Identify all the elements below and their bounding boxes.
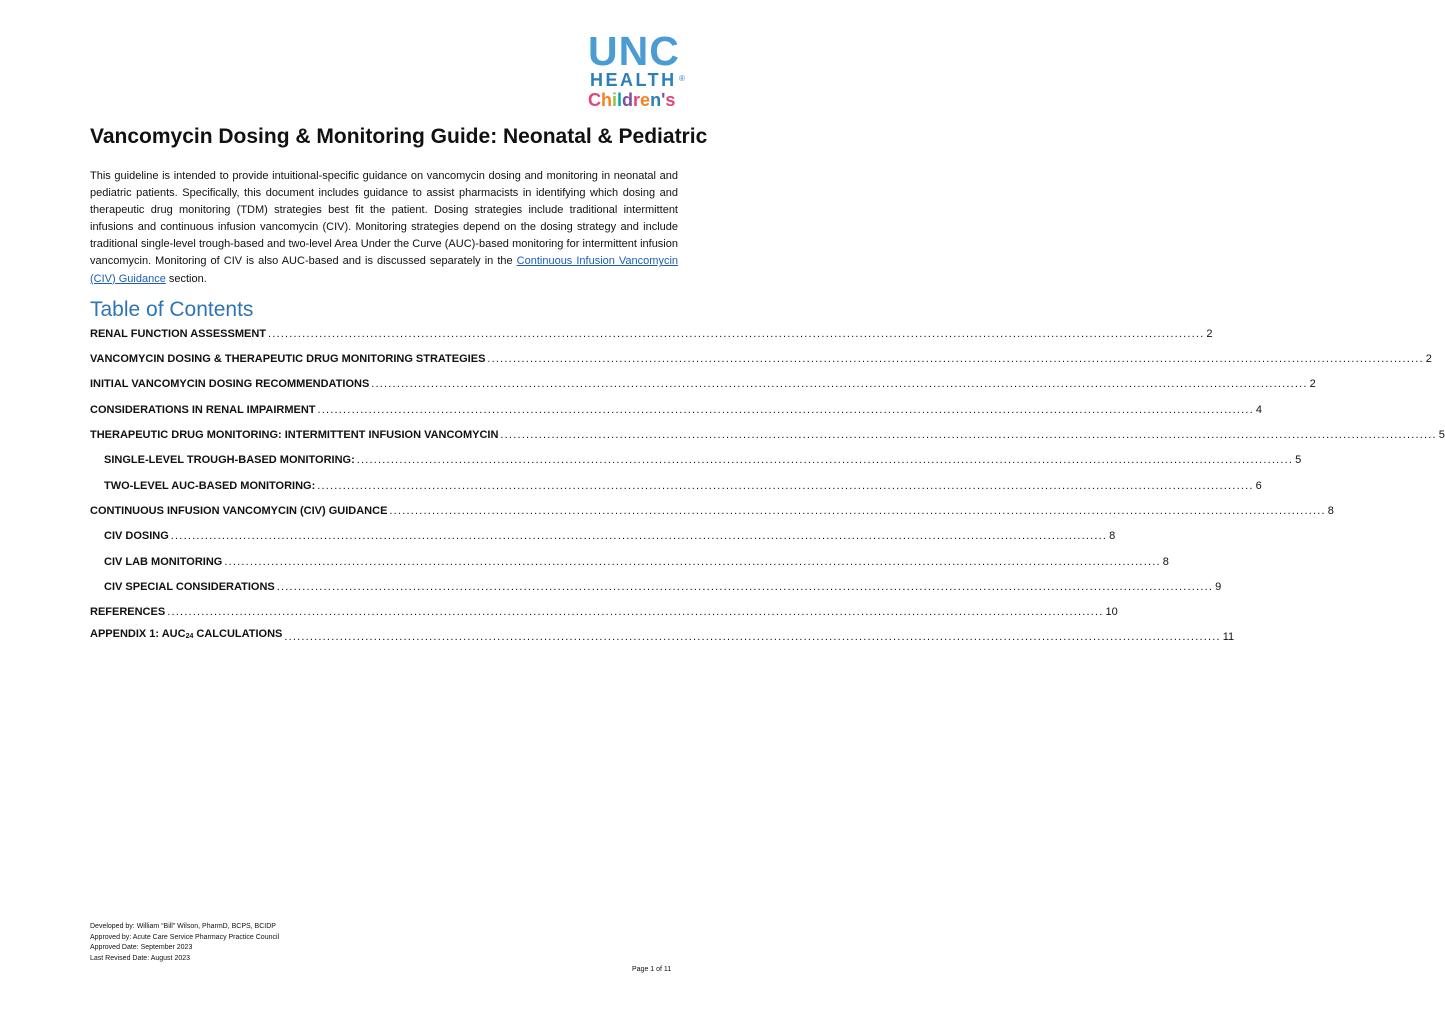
logo-childrens-letter: l bbox=[617, 90, 623, 110]
toc-entry-page: 8 bbox=[1162, 556, 1169, 568]
toc-dot-leader: ............................................................................................................................................................................................................................ bbox=[284, 631, 1221, 643]
toc-entry-label: CONSIDERATIONS IN RENAL IMPAIRMENT bbox=[90, 404, 316, 416]
toc-dot-leader: ............................................................................................................................................................................................................................ bbox=[276, 581, 1214, 593]
footer-revised-date: Last Revised Date: August 2023 bbox=[90, 954, 191, 962]
toc-entry[interactable] bbox=[90, 351, 1432, 367]
toc-entry-page: 10 bbox=[1105, 606, 1118, 618]
toc-dot-leader: ............................................................................................................................................................................................................................ bbox=[224, 556, 1161, 568]
intro-text: This guideline is intended to provide intuitional-specific guidance on vancomycin dosing and monitoring in neonatal and pediatric patients. Specifically, this document includes guidance to assist pharmacists in identifying which dosing and therapeutic drug monitoring (TDM) strategies best fit the patient. Dosing strategies include traditional intermittent infusions and continuous infusion vancomycin (CIV). Monitoring strategies depend on the dosing strategy and include traditional single-level trough-based and two-level Area Under the Curve (AUC)-based monitoring for intermittent infusion vancomycin. Monitoring of CIV is also AUC-based and is discussed separately in the bbox=[90, 170, 678, 268]
toc-entry-label: CONTINUOUS INFUSION VANCOMYCIN (CIV) GUIDANCE bbox=[90, 505, 388, 517]
toc-entry[interactable] bbox=[90, 452, 1302, 468]
toc-dot-leader: ............................................................................................................................................................................................................................ bbox=[268, 328, 1205, 340]
page-number: Page 1 of 11 bbox=[632, 966, 672, 973]
toc-dot-leader: ............................................................................................................................................................................................................................ bbox=[371, 378, 1308, 390]
toc-entry[interactable] bbox=[90, 554, 1169, 570]
document-footer bbox=[90, 922, 390, 964]
toc-dot-leader: ............................................................................................................................................................................................................................ bbox=[167, 606, 1104, 618]
toc-entry-page: 5 bbox=[1295, 454, 1302, 466]
toc-entry[interactable] bbox=[90, 604, 1118, 620]
logo-health-text: HEALTH bbox=[590, 70, 677, 90]
unc-health-childrens-logo bbox=[584, 30, 690, 110]
logo-childrens-letter: r bbox=[633, 90, 641, 110]
toc-entry-page: 5 bbox=[1438, 429, 1445, 441]
toc-dot-leader: ............................................................................................................................................................................................................................ bbox=[317, 404, 1254, 416]
toc-entry-page: 2 bbox=[1425, 353, 1432, 365]
toc-entry-label: RENAL FUNCTION ASSESSMENT bbox=[90, 328, 267, 340]
toc-entry[interactable] bbox=[90, 528, 1116, 544]
footer-approved-date: Approved Date: September 2023 bbox=[90, 944, 193, 951]
toc-entry-label: REFERENCES bbox=[90, 606, 166, 618]
toc-entry-page: 4 bbox=[1255, 404, 1262, 416]
footer-approved-by: Approved by: Acute Care Service Pharmacy Practice Council bbox=[90, 933, 280, 941]
toc-entry[interactable] bbox=[90, 628, 1235, 645]
toc-entry-page: 9 bbox=[1215, 581, 1222, 593]
logo-childrens-letter: ' bbox=[661, 90, 666, 110]
toc-entry-label-subscript: 24 bbox=[185, 633, 194, 640]
logo-childrens-letter: h bbox=[601, 90, 612, 110]
intro-paragraph bbox=[90, 168, 678, 288]
toc-dot-leader: ............................................................................................................................................................................................................................ bbox=[487, 353, 1424, 365]
footer-developed-by: Developed by: William “Bill” Wilson, PharmD, BCPS, BCIDP bbox=[90, 923, 276, 930]
toc-entry-label: TWO-LEVEL AUC-BASED MONITORING: bbox=[104, 480, 316, 492]
logo-childrens-letter: s bbox=[665, 90, 676, 110]
toc-entry-label: SINGLE-LEVEL TROUGH-BASED MONITORING: bbox=[104, 454, 355, 466]
toc-entry-label: VANCOMYCIN DOSING & THERAPEUTIC DRUG MONITORING STRATEGIES bbox=[90, 353, 486, 365]
toc-entry[interactable] bbox=[90, 478, 1262, 494]
toc-entry-page: 8 bbox=[1327, 505, 1334, 517]
toc-entry-label-prefix: APPENDIX 1: AUC bbox=[90, 628, 186, 640]
toc-entry-label: CIV DOSING bbox=[104, 530, 169, 542]
toc-entry-page: 2 bbox=[1309, 378, 1316, 390]
document-title: Vancomycin Dosing & Monitoring Guide: Neonatal & Pediatric bbox=[90, 125, 708, 148]
toc-entry[interactable] bbox=[90, 326, 1213, 342]
toc-entry-page: 2 bbox=[1206, 328, 1213, 340]
toc-entry[interactable] bbox=[90, 427, 1445, 443]
toc-entry-label: INITIAL VANCOMYCIN DOSING RECOMMENDATIONS bbox=[90, 378, 370, 390]
logo-childrens-letter: e bbox=[640, 90, 651, 110]
toc-entry-label bbox=[90, 626, 282, 645]
logo-childrens-letter: C bbox=[588, 90, 601, 110]
toc-dot-leader: ............................................................................................................................................................................................................................ bbox=[389, 505, 1326, 517]
toc-entry-label: CIV LAB MONITORING bbox=[104, 556, 223, 568]
toc-dot-leader: ............................................................................................................................................................................................................................ bbox=[170, 530, 1108, 542]
toc-entry[interactable] bbox=[90, 579, 1222, 595]
toc-entry-page: 11 bbox=[1222, 631, 1235, 643]
toc-entry-page: 8 bbox=[1109, 530, 1116, 542]
toc-entry[interactable] bbox=[90, 402, 1262, 418]
toc-entry-label: THERAPEUTIC DRUG MONITORING: INTERMITTENT INFUSION VANCOMYCIN bbox=[90, 429, 499, 441]
toc-dot-leader: ............................................................................................................................................................................................................................ bbox=[500, 429, 1437, 441]
toc-entry-label: CIV SPECIAL CONSIDERATIONS bbox=[104, 581, 275, 593]
logo-unc-text: UNC bbox=[588, 28, 680, 74]
toc-entry-label-suffix: CALCULATIONS bbox=[193, 628, 283, 640]
toc-entry[interactable] bbox=[90, 503, 1334, 519]
logo-registered-mark: ® bbox=[679, 74, 685, 83]
logo-childrens-letter: i bbox=[612, 90, 618, 110]
toc-heading: Table of Contents bbox=[90, 298, 254, 321]
toc-entry[interactable] bbox=[90, 376, 1316, 392]
logo-childrens-letter: d bbox=[622, 90, 634, 110]
civ-guidance-link[interactable]: Continuous Infusion Vancomycin (CIV) Guidance bbox=[90, 255, 678, 285]
toc-dot-leader: ............................................................................................................................................................................................................................ bbox=[317, 480, 1254, 492]
logo-childrens-letter: n bbox=[650, 90, 662, 110]
toc-entry-page: 6 bbox=[1255, 480, 1262, 492]
intro-text-after: section. bbox=[165, 272, 207, 285]
toc-dot-leader: ............................................................................................................................................................................................................................ bbox=[356, 454, 1294, 466]
logo-childrens-text bbox=[588, 90, 675, 110]
